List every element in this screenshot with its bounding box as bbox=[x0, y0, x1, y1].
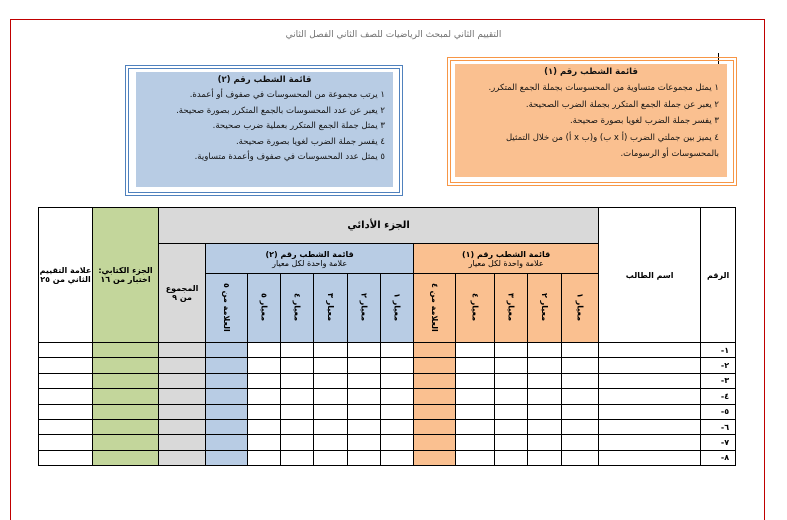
grade-cell[interactable] bbox=[599, 373, 701, 388]
checklist-1-box bbox=[447, 57, 737, 186]
grade-cell[interactable] bbox=[599, 450, 701, 465]
grade-cell[interactable] bbox=[248, 404, 281, 419]
grade-cell[interactable] bbox=[562, 343, 599, 358]
header-checklist-1: قائمة الشطب رقم (١) علامة واحدة لكل معيار bbox=[414, 244, 599, 274]
grade-cell[interactable] bbox=[206, 389, 248, 404]
checklist-1-item: ٢ يعبر عن جملة الجمع المتكرر بجملة الضرب الصحيحة. bbox=[525, 99, 719, 110]
header-sum: المجموع من ٩ bbox=[159, 244, 206, 343]
grade-cell[interactable] bbox=[495, 358, 528, 373]
row-number: ٢- bbox=[701, 358, 736, 373]
grade-cell[interactable] bbox=[495, 373, 528, 388]
grade-cell[interactable] bbox=[381, 435, 414, 450]
table-row bbox=[39, 450, 736, 465]
grade-cell[interactable] bbox=[599, 343, 701, 358]
row-number: ٦- bbox=[701, 419, 736, 434]
criterion-header: معيار ٣ bbox=[326, 292, 336, 322]
grade-cell[interactable] bbox=[206, 435, 248, 450]
grade-cell[interactable] bbox=[414, 373, 456, 388]
grade-cell[interactable] bbox=[159, 373, 206, 388]
grade-cell[interactable] bbox=[456, 389, 495, 404]
criterion-header: معيار ٤ bbox=[470, 292, 480, 322]
grade-cell[interactable] bbox=[39, 389, 93, 404]
grade-cell[interactable] bbox=[39, 435, 93, 450]
grade-cell[interactable] bbox=[39, 343, 93, 358]
grade-cell[interactable] bbox=[599, 389, 701, 404]
checklist-1-item: ٣ يفسر جملة الضرب لغويا بصورة صحيحة. bbox=[569, 116, 719, 126]
grade-cell[interactable] bbox=[562, 358, 599, 373]
grade-cell[interactable] bbox=[93, 358, 159, 373]
grade-cell[interactable] bbox=[495, 343, 528, 358]
row-number: ٥- bbox=[701, 404, 736, 419]
checklist-2-item: ٤ يفسر جملة الضرب لغويا بصورة صحيحة. bbox=[235, 136, 385, 147]
grade-cell[interactable] bbox=[281, 343, 314, 358]
grade-cell[interactable] bbox=[248, 389, 281, 404]
grade-cell[interactable] bbox=[456, 450, 495, 465]
grade-cell[interactable] bbox=[562, 419, 599, 434]
grade-cell[interactable] bbox=[93, 373, 159, 388]
grade-cell[interactable] bbox=[206, 419, 248, 434]
grade-cell[interactable] bbox=[562, 435, 599, 450]
grade-cell[interactable] bbox=[314, 358, 348, 373]
grade-cell[interactable] bbox=[281, 435, 314, 450]
grade-cell[interactable] bbox=[381, 373, 414, 388]
grade-cell[interactable] bbox=[495, 404, 528, 419]
grade-cell[interactable] bbox=[456, 373, 495, 388]
grade-cell[interactable] bbox=[562, 389, 599, 404]
grade-cell[interactable] bbox=[206, 404, 248, 419]
total-header: العلامة من ٤ bbox=[430, 282, 440, 332]
grade-cell[interactable] bbox=[314, 373, 348, 388]
grade-cell[interactable] bbox=[248, 373, 281, 388]
checklist-2-item: ١ يرتب مجموعة من المحسوسات في صفوف أو أعمدة. bbox=[189, 90, 385, 100]
header-checklist-2: قائمة الشطب رقم (٢) علامة واحدة لكل معيار bbox=[206, 244, 414, 274]
row-number: ٨- bbox=[701, 450, 736, 465]
grade-cell[interactable] bbox=[93, 389, 159, 404]
grade-cell[interactable] bbox=[93, 435, 159, 450]
grade-cell[interactable] bbox=[348, 373, 381, 388]
grade-cell[interactable] bbox=[456, 435, 495, 450]
grade-cell[interactable] bbox=[314, 450, 348, 465]
header-grade: علامة التقييم الثاني من ٢٥ bbox=[39, 208, 93, 343]
criterion-header: معيار ١ bbox=[575, 292, 585, 322]
checklist-2-heading: قائمة الشطب رقم (٢) bbox=[217, 75, 312, 85]
grade-cell[interactable] bbox=[206, 373, 248, 388]
criterion-header: معيار ٤ bbox=[292, 292, 302, 322]
grade-cell[interactable] bbox=[348, 435, 381, 450]
table-row bbox=[39, 373, 736, 388]
table-row bbox=[39, 404, 736, 419]
grade-cell[interactable] bbox=[39, 404, 93, 419]
grade-cell[interactable] bbox=[528, 358, 562, 373]
row-number: ٤- bbox=[701, 389, 736, 404]
grade-cell[interactable] bbox=[348, 450, 381, 465]
grade-cell[interactable] bbox=[206, 343, 248, 358]
grade-cell[interactable] bbox=[39, 419, 93, 434]
grade-cell[interactable] bbox=[39, 358, 93, 373]
grade-cell[interactable] bbox=[528, 419, 562, 434]
grade-cell[interactable] bbox=[93, 404, 159, 419]
grade-cell[interactable] bbox=[159, 450, 206, 465]
grade-cell[interactable] bbox=[381, 450, 414, 465]
grade-cell[interactable] bbox=[456, 358, 495, 373]
grade-cell[interactable] bbox=[528, 373, 562, 388]
grade-cell[interactable] bbox=[314, 419, 348, 434]
table-row bbox=[39, 343, 736, 358]
grades-table bbox=[38, 207, 736, 466]
grade-cell[interactable] bbox=[562, 373, 599, 388]
table-row bbox=[39, 419, 736, 434]
grade-cell[interactable] bbox=[93, 450, 159, 465]
grade-cell[interactable] bbox=[39, 373, 93, 388]
grade-cell[interactable] bbox=[348, 389, 381, 404]
checklist-2-box bbox=[125, 65, 403, 196]
grade-cell[interactable] bbox=[348, 419, 381, 434]
table-row bbox=[39, 389, 736, 404]
grade-cell[interactable] bbox=[159, 343, 206, 358]
grade-cell[interactable] bbox=[159, 404, 206, 419]
header-student-name: اسم الطالب bbox=[599, 208, 701, 343]
grade-cell[interactable] bbox=[414, 358, 456, 373]
row-number: ٣- bbox=[701, 373, 736, 388]
grade-cell[interactable] bbox=[381, 358, 414, 373]
grade-cell[interactable] bbox=[348, 358, 381, 373]
grade-cell[interactable] bbox=[528, 343, 562, 358]
table-row bbox=[39, 358, 736, 373]
grade-cell[interactable] bbox=[348, 343, 381, 358]
grade-cell[interactable] bbox=[414, 343, 456, 358]
checklist-1-item: ١ يمثل مجموعات متساوية من المحسوسات بجملة الجمع المتكرر. bbox=[488, 83, 719, 93]
header-performance: الجزء الأدائي bbox=[159, 208, 599, 244]
row-number: ٧- bbox=[701, 435, 736, 450]
header-written: الجزء الكتابي: اختبار من ١٦ bbox=[93, 208, 159, 343]
grade-cell[interactable] bbox=[414, 419, 456, 434]
total-header: العلامة من ٥ bbox=[222, 282, 232, 332]
checklist-1-heading: قائمة الشطب رقم (١) bbox=[544, 67, 638, 77]
table-row bbox=[39, 435, 736, 450]
grade-cell[interactable] bbox=[599, 419, 701, 434]
grade-cell[interactable] bbox=[599, 435, 701, 450]
grade-cell[interactable] bbox=[248, 435, 281, 450]
grade-cell[interactable] bbox=[599, 404, 701, 419]
checklist-2-item: ٢ يعبر عن عدد المحسوسات بالجمع المتكرر بصورة صحيحة. bbox=[176, 105, 385, 116]
grade-cell[interactable] bbox=[348, 404, 381, 419]
grade-cell[interactable] bbox=[248, 343, 281, 358]
grade-cell[interactable] bbox=[456, 419, 495, 434]
document-title: التقييم الثاني لمبحث الرياضيات للصف الثاني الفصل الثاني bbox=[285, 30, 502, 40]
grade-cell[interactable] bbox=[562, 450, 599, 465]
grade-cell[interactable] bbox=[159, 435, 206, 450]
grade-cell[interactable] bbox=[314, 435, 348, 450]
grade-cell[interactable] bbox=[248, 450, 281, 465]
grade-cell[interactable] bbox=[495, 389, 528, 404]
grade-cell[interactable] bbox=[414, 435, 456, 450]
grade-cell[interactable] bbox=[281, 450, 314, 465]
grade-cell[interactable] bbox=[456, 404, 495, 419]
grade-cell[interactable] bbox=[414, 450, 456, 465]
grade-cell[interactable] bbox=[206, 450, 248, 465]
grade-cell[interactable] bbox=[495, 419, 528, 434]
grade-cell[interactable] bbox=[281, 358, 314, 373]
grade-cell[interactable] bbox=[456, 343, 495, 358]
criterion-header: معيار ١ bbox=[392, 292, 402, 322]
grade-cell[interactable] bbox=[528, 435, 562, 450]
grade-cell[interactable] bbox=[314, 404, 348, 419]
grade-cell[interactable] bbox=[495, 450, 528, 465]
grade-cell[interactable] bbox=[159, 419, 206, 434]
header-number: الرقم bbox=[701, 208, 736, 343]
grade-cell[interactable] bbox=[281, 373, 314, 388]
grade-cell[interactable] bbox=[93, 343, 159, 358]
grade-cell[interactable] bbox=[39, 450, 93, 465]
grade-cell[interactable] bbox=[281, 389, 314, 404]
grade-cell[interactable] bbox=[206, 358, 248, 373]
grade-cell[interactable] bbox=[381, 419, 414, 434]
grade-cell[interactable] bbox=[381, 389, 414, 404]
grade-cell[interactable] bbox=[381, 343, 414, 358]
grade-cell[interactable] bbox=[248, 358, 281, 373]
criterion-header: معيار ٢ bbox=[540, 292, 550, 322]
grade-cell[interactable] bbox=[314, 343, 348, 358]
grade-cell[interactable] bbox=[528, 389, 562, 404]
grade-cell[interactable] bbox=[495, 435, 528, 450]
grade-cell[interactable] bbox=[562, 404, 599, 419]
checklist-2-item: ٥ يمثل عدد المحسوسات في صفوف وأعمدة متساوية. bbox=[194, 152, 385, 162]
grade-cell[interactable] bbox=[159, 358, 206, 373]
grade-cell[interactable] bbox=[528, 404, 562, 419]
criterion-header: معيار ٣ bbox=[506, 292, 516, 322]
row-number: ١- bbox=[701, 343, 736, 358]
grade-cell[interactable] bbox=[528, 450, 562, 465]
grade-cell[interactable] bbox=[159, 389, 206, 404]
criterion-header: معيار ٥ bbox=[259, 292, 269, 322]
checklist-1-item: ٤ يميز بين جملتي الضرب (أ x ب) و(ب x أ) من خلال التمثيل بالمحسوسات أو الرسومات. bbox=[506, 132, 719, 159]
grade-cell[interactable] bbox=[599, 358, 701, 373]
grade-cell[interactable] bbox=[381, 404, 414, 419]
grade-cell[interactable] bbox=[414, 389, 456, 404]
checklist-2-item: ٣ يمثل جملة الجمع المتكرر بعملية ضرب صحيحة. bbox=[212, 121, 385, 131]
grade-cell[interactable] bbox=[93, 419, 159, 434]
grade-cell[interactable] bbox=[414, 404, 456, 419]
grade-cell[interactable] bbox=[281, 404, 314, 419]
grade-cell[interactable] bbox=[314, 389, 348, 404]
grade-cell[interactable] bbox=[248, 419, 281, 434]
criterion-header: معيار ٢ bbox=[359, 292, 369, 322]
grade-cell[interactable] bbox=[281, 419, 314, 434]
